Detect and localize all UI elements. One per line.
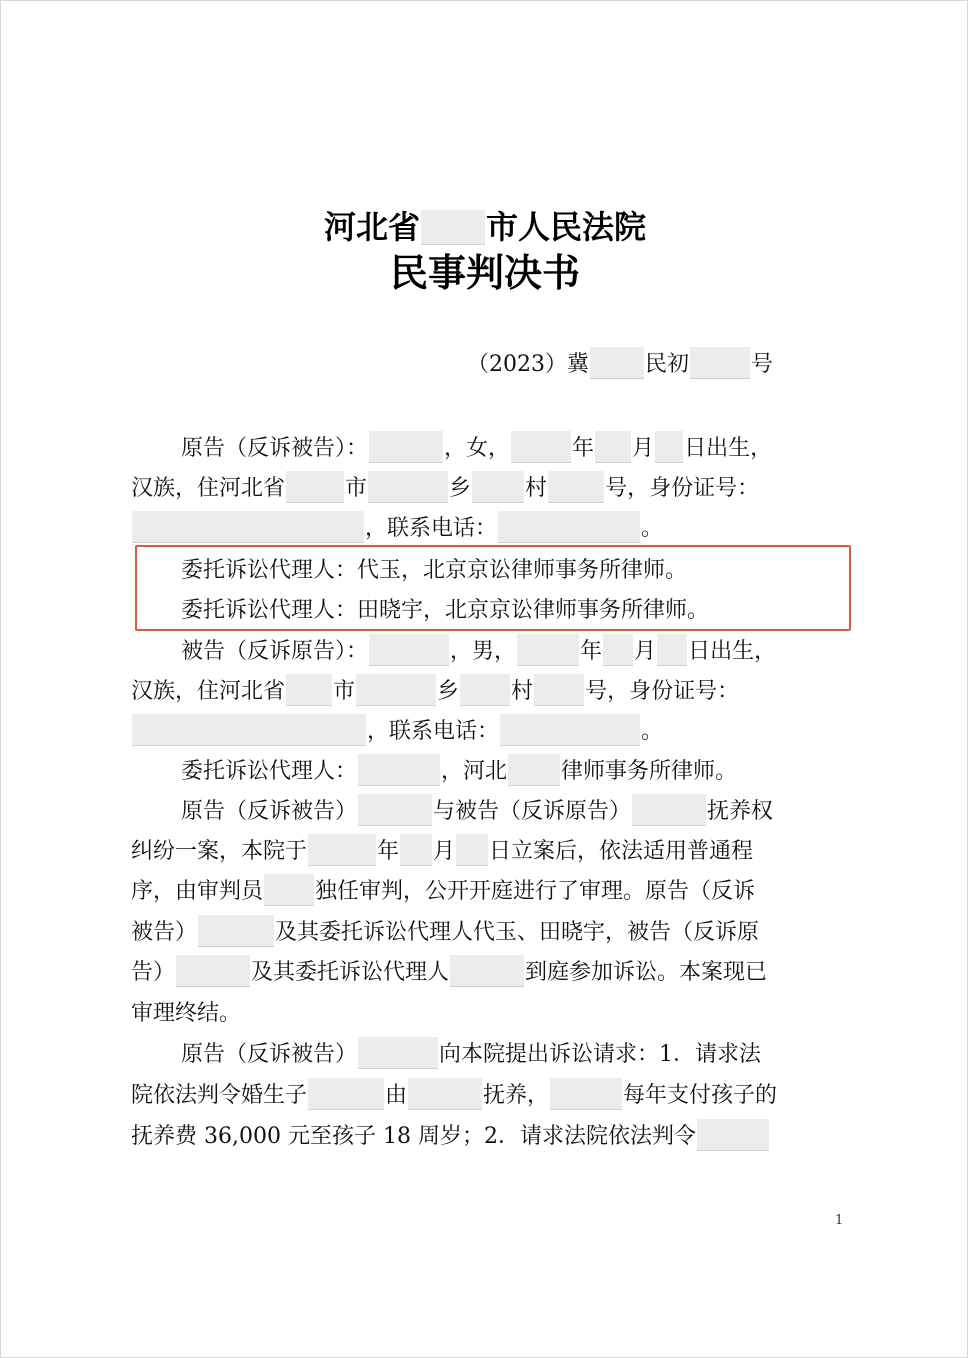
redacted-block	[657, 634, 687, 666]
body-line-5: 告） 及其委托诉讼代理人 到庭参加诉讼。本案现已	[131, 953, 845, 993]
plaintiff-line-2: 汉族，住河北省 市 乡 村 号，身份证号：	[131, 469, 845, 509]
redacted-block	[603, 634, 633, 666]
body-line-4: 被告） 及其委托诉讼代理人代玉、田晓宇，被告（反诉原	[131, 913, 845, 953]
redacted-block	[308, 834, 376, 866]
redacted-block	[550, 1078, 622, 1110]
redacted-block	[697, 1119, 769, 1151]
body-line-2: 纠纷一案，本院于 年 月 日立案后，依法适用普通程	[131, 832, 845, 872]
plaintiff-line-3: ，联系电话： 。	[131, 509, 845, 549]
redacted-block	[511, 431, 571, 463]
body-line-3: 序，由审判员 独任审判，公开开庭进行了审理。原告（反诉	[131, 872, 845, 912]
redacted-block	[358, 1037, 438, 1069]
body-line-1: 原告（反诉被告） 与被告（反诉原告） 抚养权	[131, 792, 845, 832]
redacted-block	[368, 471, 448, 503]
redacted-block	[358, 794, 432, 826]
redacted-block	[472, 471, 524, 503]
plaintiff-line-1: 原告（反诉被告）： ，女， 年 月 日出生，	[131, 429, 845, 469]
defendant-line-2: 汉族，住河北省 市 乡 村 号，身份证号：	[131, 672, 845, 712]
redacted-block	[456, 834, 488, 866]
redacted-block	[460, 674, 510, 706]
redacted-block	[400, 834, 432, 866]
document-type: 民事判决书	[389, 251, 580, 295]
body-line-6: 审理终结。	[131, 1001, 242, 1026]
defendant-line-3: ，联系电话： 。	[131, 712, 845, 752]
defendant-agent: 委托诉讼代理人： ，河北 律师事务所律师。	[131, 752, 845, 792]
redacted-block	[132, 511, 364, 543]
body-line-9: 抚养费 36,000 元至孩子 18 周岁；2．请求法院依法判令	[131, 1117, 845, 1157]
case-number: （2023）冀 民初 号	[467, 345, 773, 385]
redacted-block	[508, 754, 560, 786]
redacted-block	[358, 754, 440, 786]
redacted-block	[369, 634, 449, 666]
redacted-block	[517, 634, 579, 666]
plaintiff-agent-2: 委托诉讼代理人：田晓宇，北京京讼律师事务所律师。	[181, 598, 710, 623]
redacted-block	[286, 674, 332, 706]
redacted-block	[655, 431, 683, 463]
redacted-block	[286, 471, 344, 503]
redacted-block	[595, 431, 631, 463]
body-line-8: 院依法判令婚生子 由 抚养， 每年支付孩子的	[131, 1076, 845, 1116]
redacted-block	[308, 1078, 384, 1110]
redacted-block	[421, 210, 485, 245]
redacted-block	[356, 674, 436, 706]
plaintiff-agent-1: 委托诉讼代理人：代玉，北京京讼律师事务所律师。	[181, 558, 688, 583]
redacted-block	[498, 511, 640, 543]
page-number: 1	[835, 1213, 844, 1228]
defendant-line-1: 被告（反诉原告）： ，男， 年 月 日出生，	[131, 632, 845, 672]
redacted-block	[264, 874, 314, 906]
redacted-block	[548, 471, 604, 503]
redacted-block	[632, 794, 706, 826]
body-line-7: 原告（反诉被告） 向本院提出诉讼请求：1．请求法	[131, 1035, 845, 1075]
redacted-block	[198, 915, 274, 947]
redacted-block	[369, 431, 443, 463]
redacted-block	[132, 714, 366, 746]
redacted-block	[450, 955, 524, 987]
redacted-block	[176, 955, 250, 987]
redacted-block	[690, 347, 750, 379]
court-name: 河北省 市人民法院	[323, 208, 647, 246]
highlight-box	[135, 545, 851, 631]
redacted-block	[500, 714, 640, 746]
redacted-block	[590, 347, 644, 379]
redacted-block	[534, 674, 584, 706]
redacted-block	[408, 1078, 482, 1110]
